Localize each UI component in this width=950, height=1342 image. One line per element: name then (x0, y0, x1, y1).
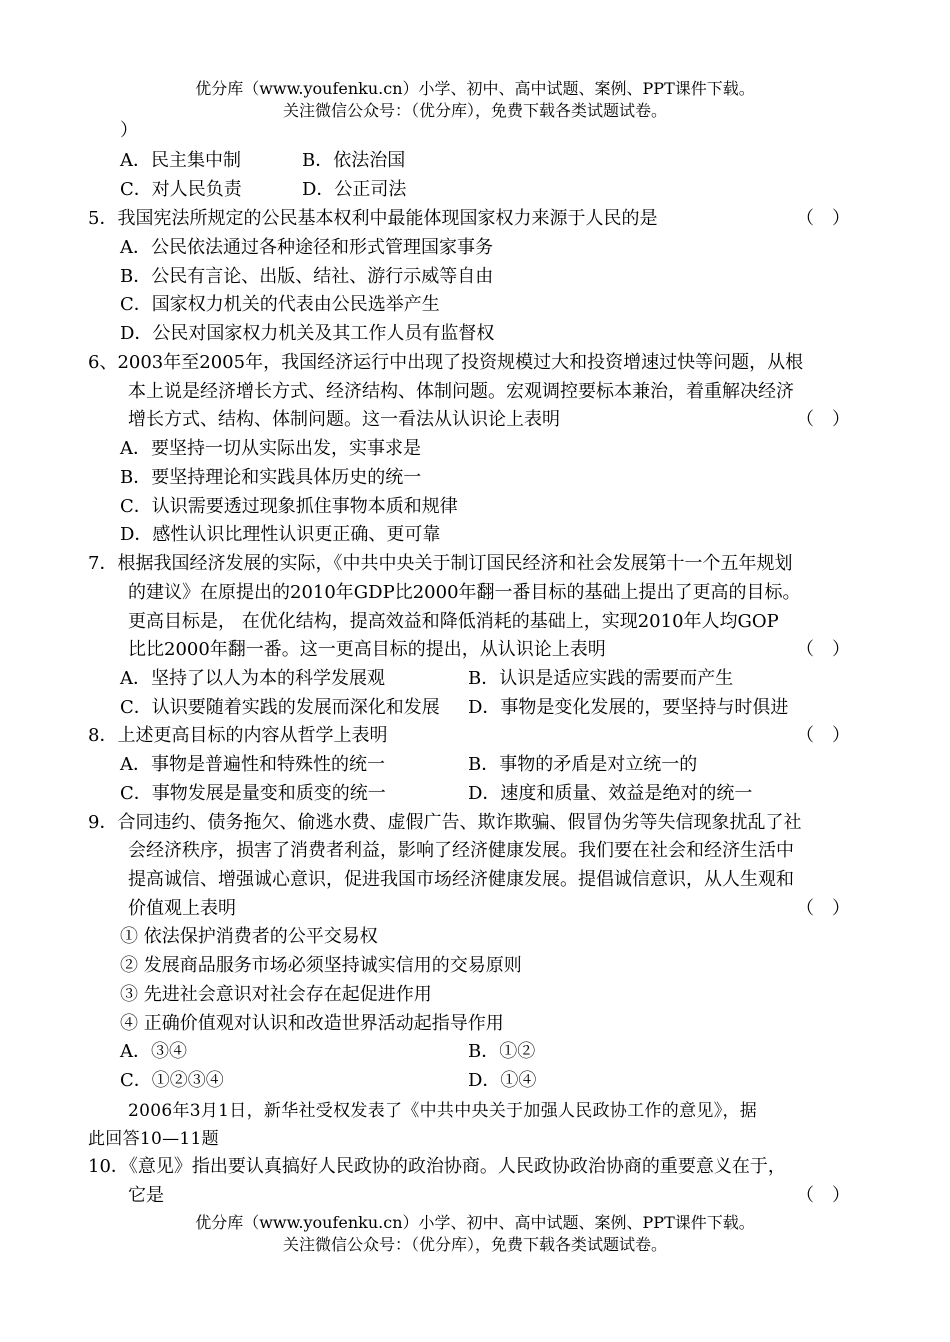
page-footer-line2: 关注微信公众号：（优分库），免费下载各类试题试卷。 (282, 1235, 667, 1254)
q8-option-c: C．事物发展是量变和质变的统一 (120, 783, 386, 804)
q4-option-d: D．公正司法 (302, 179, 407, 200)
q8-option-d: D．速度和质量、效益是绝对的统一 (468, 783, 753, 804)
q9-stem-line4: 价值观上表明 (128, 898, 236, 919)
q6-option-a: A．要坚持一切从实际出发，实事求是 (120, 438, 421, 459)
q4-closing-paren: ） (120, 120, 138, 141)
q6-option-d: D．感性认识比理性认识更正确、更可靠 (120, 524, 441, 545)
q8-stem: 8．上述更高目标的内容从哲学上表明 (88, 725, 388, 746)
q5-option-b: B．公民有言论、出版、结社、游行示威等自由 (120, 266, 494, 287)
q9-statement-4: ④ 正确价值观对认识和改造世界活动起指导作用 (120, 1013, 504, 1034)
q9-stem-line3: 提高诚信、增强诚心意识，促进我国市场经济健康发展。提倡诚信意识，从人生观和 (128, 869, 794, 890)
q10-stem-line2: 它是 (128, 1185, 164, 1206)
page-footer-line1: 优分库（www.youfenku.cn）小学、初中、高中试题、案例、PPT课件下载。 (195, 1213, 755, 1232)
q8-answer-paren: （ ） (796, 725, 850, 746)
q7-option-b: B．认识是适应实践的需要而产生 (468, 668, 734, 689)
q4-option-b: B．依法治国 (302, 150, 406, 171)
q7-stem-line3: 更高目标是， 在优化结构，提高效益和降低消耗的基础上，实现2010年人均GOP (128, 611, 779, 632)
q10-11-intro-line1: 2006年3月1日，新华社受权发表了《中共中央关于加强人民政协工作的意见》，据 (128, 1101, 758, 1121)
q10-answer-paren: （ ） (796, 1185, 850, 1206)
q9-stem-line2: 会经济秩序，损害了消费者利益，影响了经济健康发展。我们要在社会和经济生活中 (128, 840, 794, 861)
q6-stem-line1: 6、2003年至2005年，我国经济运行中出现了投资规模过大和投资增速过快等问题，从根 (88, 352, 804, 373)
q6-option-c: C．认识需要透过现象抓住事物本质和规律 (120, 496, 458, 517)
q9-option-c: C．①②③④ (120, 1070, 224, 1091)
q7-option-c: C．认识要随着实践的发展而深化和发展 (120, 697, 440, 718)
q6-stem-line2: 本上说是经济增长方式、经济结构、体制问题。宏观调控要标本兼治，着重解决经济 (128, 381, 794, 402)
q9-statement-3: ③ 先进社会意识对社会存在起促进作用 (120, 984, 432, 1005)
q9-answer-paren: （ ） (796, 898, 850, 919)
q6-stem-line3: 增长方式、结构、体制问题。这一看法从认识论上表明 (128, 409, 560, 430)
q7-stem-line4: 比比2000年翻一番。这一更高目标的提出，从认识论上表明 (128, 639, 606, 660)
q7-answer-paren: （ ） (796, 639, 850, 660)
q6-answer-paren: （ ） (796, 409, 850, 430)
q4-option-c: C．对人民负责 (120, 179, 242, 200)
q7-option-a: A．坚持了以人为本的科学发展观 (120, 668, 385, 689)
q9-stem-line1: 9．合同违约、债务拖欠、偷逃水费、虚假广告、欺诈欺骗、假冒伪劣等失信现象扰乱了社 (88, 812, 802, 833)
q7-stem-line2: 的建议》在原提出的2010年GDP比2000年翻一番目标的基础上提出了更高的目标。 (128, 582, 801, 603)
q9-statement-1: ① 依法保护消费者的公平交易权 (120, 926, 378, 947)
q9-option-b: B．①② (468, 1041, 536, 1062)
q5-answer-paren: （ ） (796, 208, 850, 229)
q9-statement-2: ② 发展商品服务市场必须坚持诚实信用的交易原则 (120, 955, 522, 976)
q5-stem: 5．我国宪法所规定的公民基本权利中最能体现国家权力来源于人民的是 (88, 208, 658, 229)
q4-option-a: A．民主集中制 (120, 150, 241, 171)
q6-option-b: B．要坚持理论和实践具体历史的统一 (120, 467, 422, 488)
q9-option-a: A．③④ (120, 1041, 187, 1062)
q10-11-intro-line2: 此回答10—11题 (88, 1129, 219, 1149)
q7-stem-line1: 7．根据我国经济发展的实际，《中共中央关于制订国民经济和社会发展第十一个五年规划 (88, 553, 793, 574)
q8-option-a: A．事物是普遍性和特殊性的统一 (120, 754, 385, 775)
q5-option-d: D．公民对国家权力机关及其工作人员有监督权 (120, 323, 495, 344)
q5-option-a: A．公民依法通过各种途径和形式管理国家事务 (120, 237, 493, 258)
page-header-line2: 关注微信公众号：（优分库），免费下载各类试题试卷。 (282, 101, 667, 120)
q5-option-c: C．国家权力机关的代表由公民选举产生 (120, 294, 440, 315)
q7-option-d: D．事物是变化发展的，要坚持与时俱进 (468, 697, 789, 718)
q8-option-b: B．事物的矛盾是对立统一的 (468, 754, 698, 775)
q10-stem-line1: 10．《意见》指出要认真搞好人民政协的政治协商。人民政协政治协商的重要意义在于， (88, 1156, 786, 1177)
page-header-line1: 优分库（www.youfenku.cn）小学、初中、高中试题、案例、PPT课件下载。 (195, 79, 755, 98)
q9-option-d: D．①④ (468, 1070, 537, 1091)
